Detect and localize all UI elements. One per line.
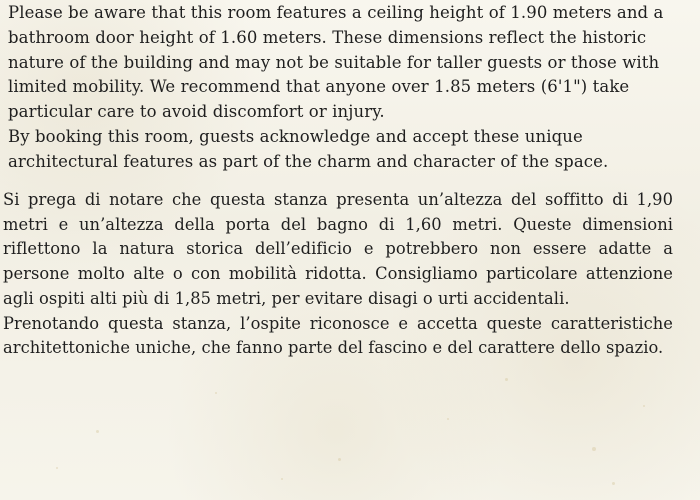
paper-speck (612, 482, 615, 485)
paper-speck (96, 430, 99, 433)
italian-paragraph-1: Si prega di notare che questa stanza presenta un’altezza del soffitto di 1,90 metri e un’altezza della porta del bagno di 1,60 metri. Queste dimensioni riflettono la natura storica dell’edificio e potrebbero non essere adatte a persone molto alte o con mobilità ridotta. Consigliamo particolare attenzione agli ospiti alti più di 1,85 metri, per evitare disagi o urti accidentali. (3, 190, 673, 308)
paper-speck (643, 405, 645, 407)
italian-notice (3, 188, 673, 361)
paper-speck (592, 447, 596, 451)
english-paragraph-1: Please be aware that this room features a ceiling height of 1.90 meters and a bathroom door height of 1.60 meters. These dimensions reflect the historic nature of the building and may not be suitable for taller guests or those with limited mobility. We recommend that anyone over 1.85 meters (6'1") take particular care to avoid discomfort or injury. (8, 3, 664, 122)
paper-speck (56, 467, 58, 469)
english-paragraph-2: By booking this room, guests acknowledge and accept these unique architectural features as part of the charm and character of the space. (8, 126, 609, 171)
paper-speck (447, 418, 449, 420)
paper-speck (281, 478, 283, 480)
italian-paragraph-2: Prenotando questa stanza, l’ospite riconosce e accetta queste caratteristiche architettoniche uniche, che fanno parte del fascino e del carattere dello spazio. (3, 313, 673, 358)
english-notice (8, 1, 688, 175)
paper-speck (338, 458, 341, 461)
paper-speck (215, 392, 217, 394)
paper-speck (505, 378, 508, 381)
